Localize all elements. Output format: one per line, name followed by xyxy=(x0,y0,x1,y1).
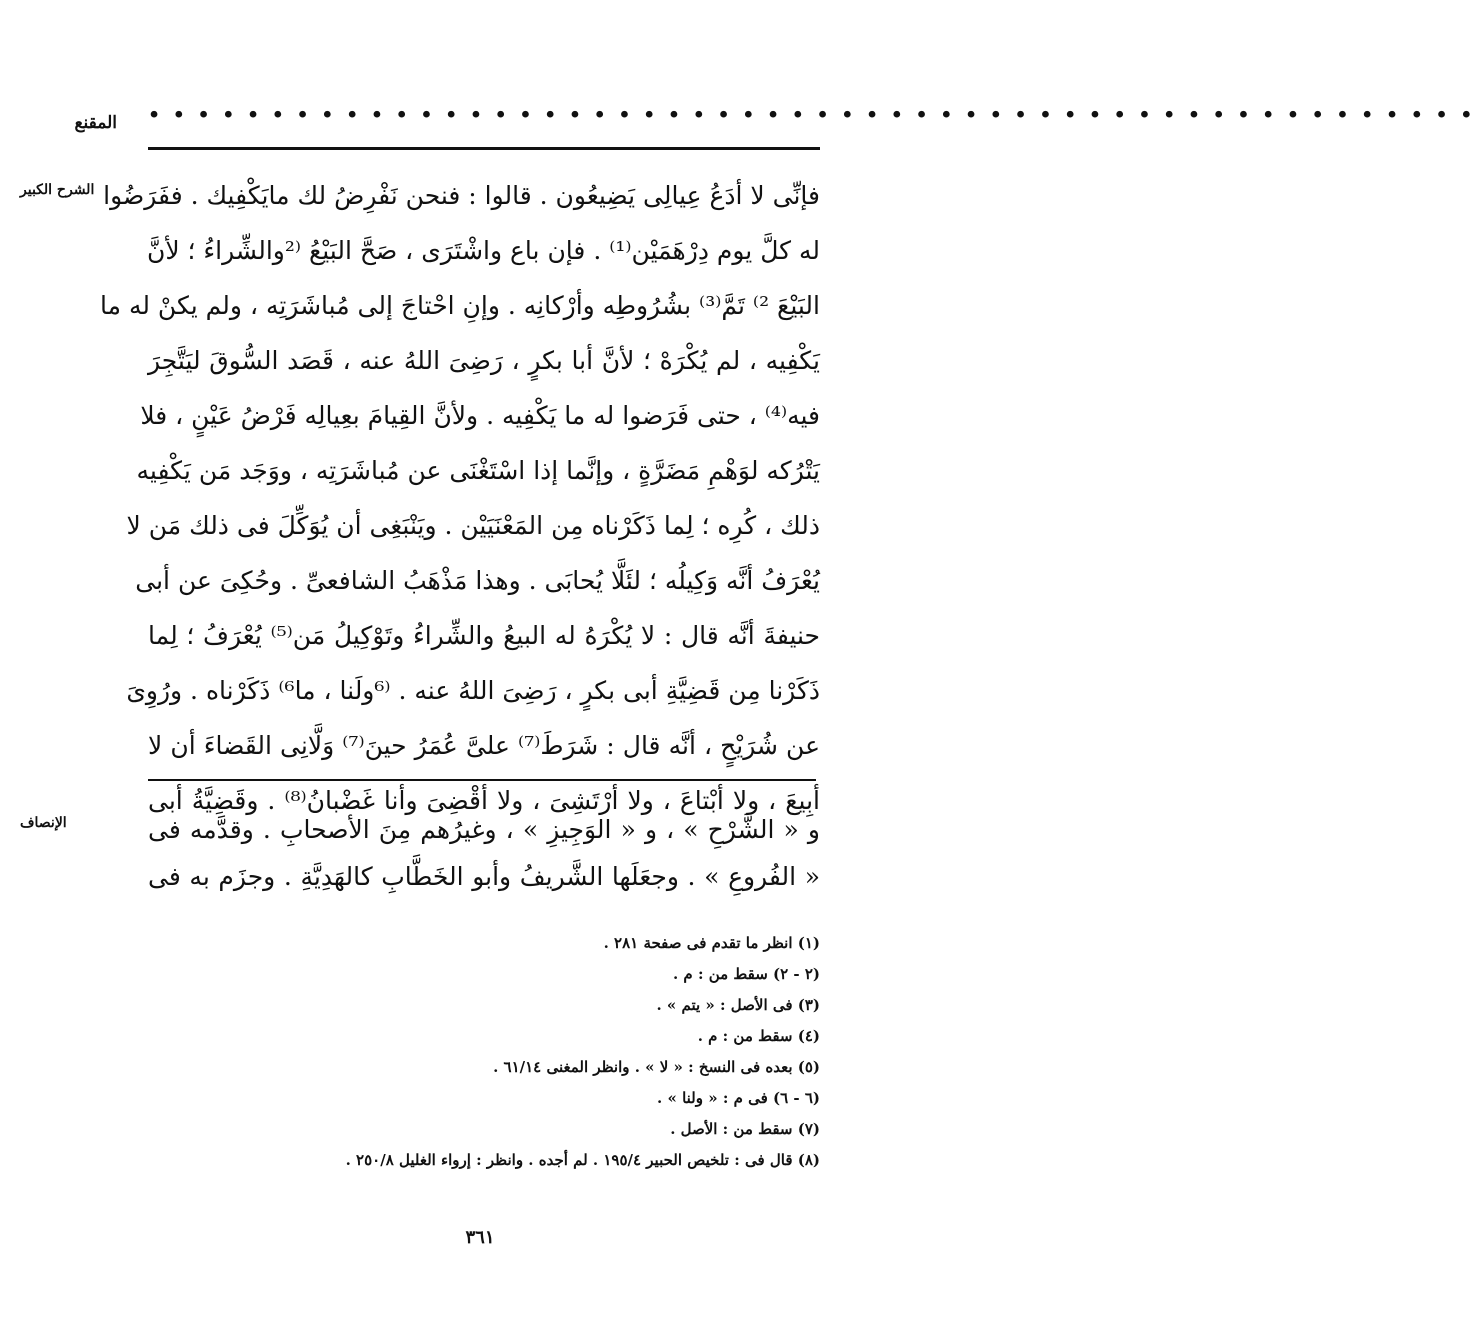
running-header-title: المقنع xyxy=(74,113,117,133)
header-dot-leader: • • • • • • • • • • • • • • • • • • • • • • • • • • • • • • • • • • • • • • • • • • • • • • • • • • • • • • xyxy=(148,104,1475,126)
footnote: (٨) قال فى : تلخيص الحبير ١٩٥/٤ . لم أجده . وانظر : إرواء الغليل ٢٥٠/٨ . xyxy=(345,1151,820,1169)
text-line: و « الشَّرْحِ » ، و « الوَجِيزِ » ، وغيرُهم مِنَ الأصحابِ . وقدَّمه فى xyxy=(148,815,820,844)
text-line: يَكْفِيه ، لم يُكْرَهْ ؛ لأنَّ أبا بكرٍ ، رَضِىَ اللهُ عنه ، قَصَد السُّوقَ ليَتَّجِرَ xyxy=(148,346,820,375)
insaf-text xyxy=(148,806,820,900)
text-line: البَيْعَ ²⁾ تَمَّ⁽³⁾ بشُرُوطِه وأرْكانِه . وإنِ احْتاجَ إلى مُباشَرَتِه ، ولم يكنْ له ما xyxy=(100,291,820,320)
text-line: يَتْرُكه لوَهْمِ مَضَرَّةٍ ، وإنَّما إذا اسْتَغْنَى عن مُباشَرَتِه ، ووَجَد مَن يَكْفِيه xyxy=(136,456,820,485)
text-line: له كلَّ يوم دِرْهَمَيْن⁽¹⁾ . فإن باع واشْتَرَى ، صَحَّ البَيْعُ ⁽²والشِّراءُ ؛ لأنَّ xyxy=(146,236,820,265)
main-commentary-text xyxy=(100,168,821,828)
section-divider xyxy=(148,779,816,781)
text-line: يُعْرَفُ أنَّه وَكِيلُه ؛ لئَلَّا يُحابَى . وهذا مَذْهَبُ الشافعىِّ . وحُكِىَ عن أبى xyxy=(135,566,820,595)
footnote: (٥) بعده فى النسخ : « لا » . وانظر المغنى ٦١/١٤ . xyxy=(493,1058,820,1076)
text-line: « الفُروعِ » . وجعَلَها الشَّريفُ وأبو الخَطَّابِ كالهَدِيَّةِ . وجزَم به فى xyxy=(148,862,820,891)
side-label-insaf: الإنصاف xyxy=(20,815,67,831)
text-line: ذَكَرْنا مِن قَضِيَّةِ أبى بكرٍ ، رَضِىَ اللهُ عنه . ⁽⁶ولَنا ، ما⁶⁾ ذَكَرْناه . ورُوِىَ xyxy=(126,676,820,705)
text-line: فيه⁽⁴⁾ ، حتى فَرَضوا له ما يَكْفِيه . ولأنَّ القِيامَ بعِيالِه فَرْضُ عَيْنٍ ، فلا xyxy=(140,401,820,430)
footnote: (١) انظر ما تقدم فى صفحة ٢٨١ . xyxy=(603,934,820,952)
side-label-sharh: الشرح الكبير xyxy=(20,182,95,198)
footnotes xyxy=(148,928,820,1176)
footnote: (٦ - ٦) فى م : « ولنا » . xyxy=(657,1089,820,1107)
header-rule xyxy=(148,147,820,150)
text-line: فإنِّى لا أدَعُ عِيالِى يَضِيعُون . قالوا : فنحن نَفْرِضُ لك مايَكْفِيك . ففَرَضُوا xyxy=(103,181,820,210)
text-line: ذلك ، كُرِه ؛ لِما ذَكَرْناه مِن المَعْنَيَيْن . ويَنْبَغِى أن يُوَكِّلَ فى ذلك مَن لا xyxy=(126,511,820,540)
text-line: عن شُرَيْحٍ ، أنَّه قال : شَرَطَ⁽⁷⁾ علىَّ عُمَرُ حينَ⁽⁷⁾ وَلَّانِى القَضاءَ أن لا xyxy=(148,731,820,760)
text-line: حنيفةَ أنَّه قال : لا يُكْرَهُ له البيعُ والشِّراءُ وتَوْكِيلُ مَن⁽⁵⁾ يُعْرَفُ ؛ لِما xyxy=(148,621,821,650)
page-number: ٣٦١ xyxy=(465,1227,495,1248)
text-line: أبِيعَ ، ولا أبْتاعَ ، ولا أرْتَشِىَ ، ولا أقْضِىَ وأنا غَضْبانُ⁽⁸⁾ . وقَضِيَّةُ أبى xyxy=(148,786,820,815)
footnote: (٢ - ٢) سقط من : م . xyxy=(672,965,820,983)
footnote: (٣) فى الأصل : « يتم » . xyxy=(656,996,820,1014)
footnote: (٤) سقط من : م . xyxy=(697,1027,820,1045)
footnote: (٧) سقط من : الأصل . xyxy=(670,1120,820,1138)
